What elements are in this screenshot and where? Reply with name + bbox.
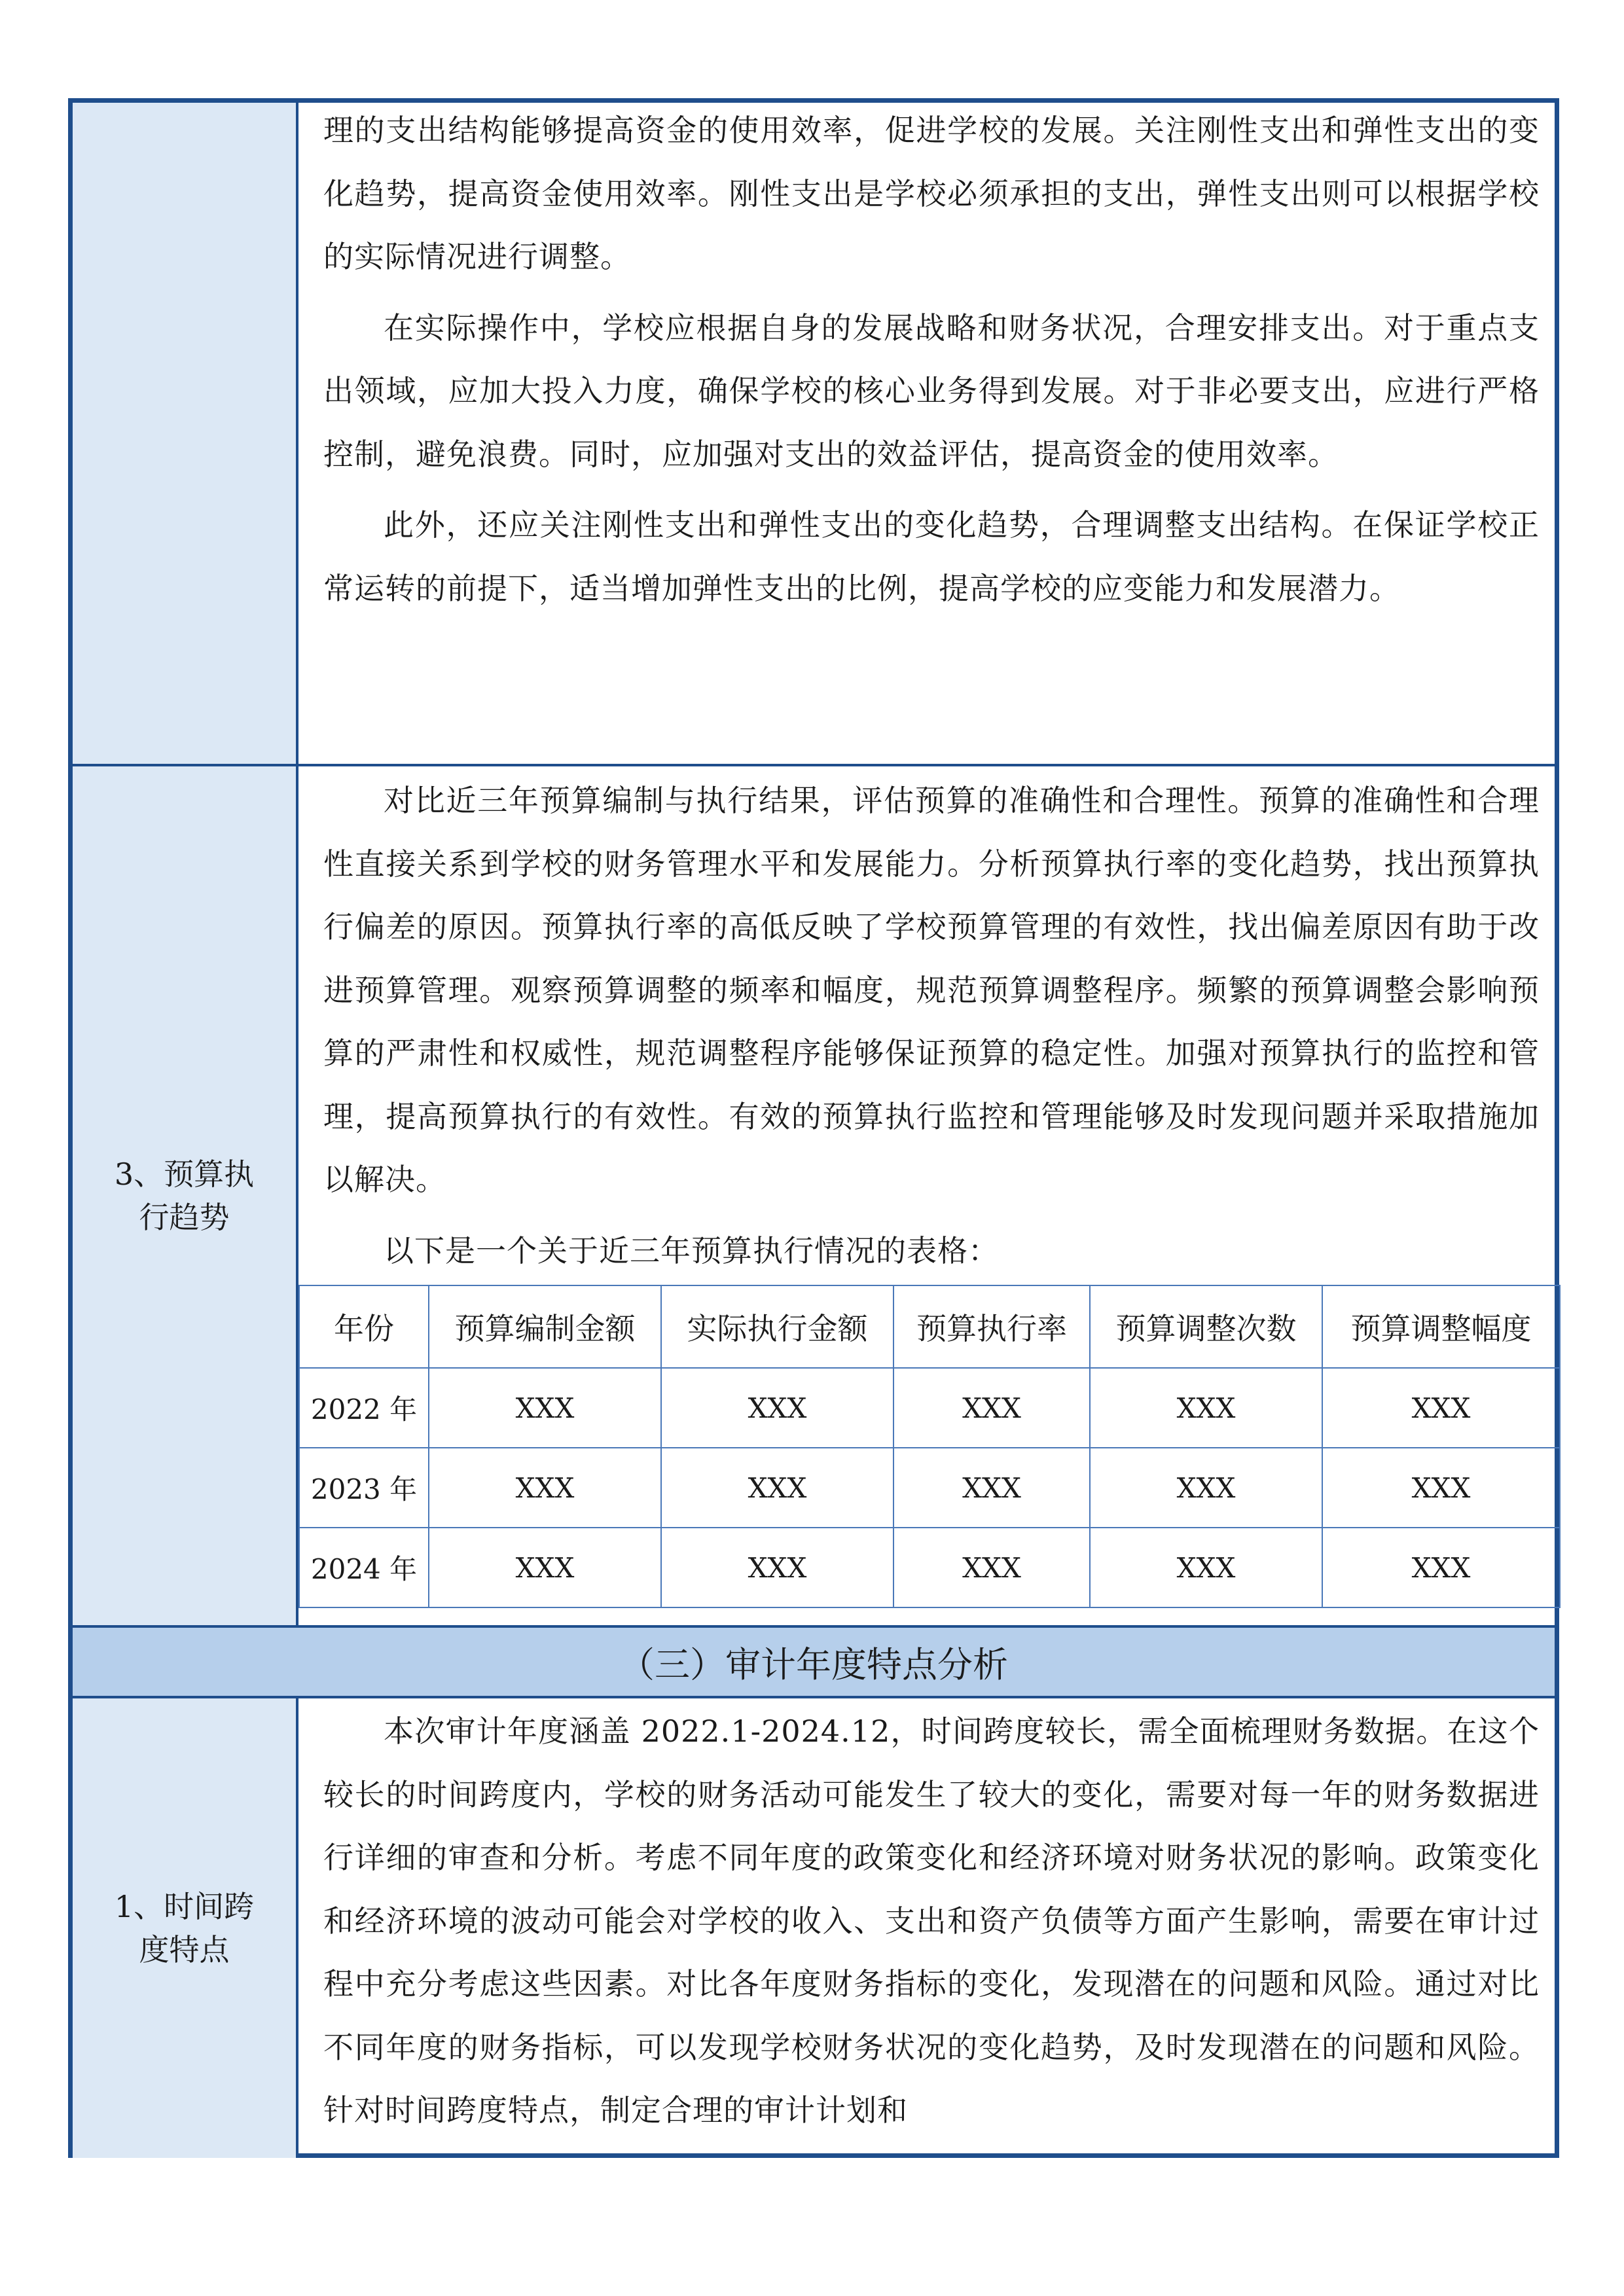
header-execution-rate: 预算执行率: [893, 1285, 1090, 1368]
table-header-row: [299, 1285, 1560, 1368]
header-budget-amount: 预算编制金额: [429, 1285, 661, 1368]
header-adjust-count: 预算调整次数: [1090, 1285, 1322, 1368]
budget-table-intro: 以下是一个关于近三年预算执行情况的表格：: [384, 1232, 999, 1268]
table-cell: XXX: [1090, 1448, 1322, 1528]
expense-paragraph-2: 在实际操作中，学校应根据自身的发展战略和财务状况，合理安排支出。对于重点支出领域，应加大投入力度，确保学校的核心业务得到发展。对于非必要支出，应进行严格控制，避免浪费。同时，应加强对支出的效益评估，提高资金的使用效率。: [323, 310, 1540, 472]
section-heading-band: [73, 1628, 1555, 1696]
table-cell: XXX: [429, 1528, 661, 1607]
table-cell: 2023 年: [299, 1448, 429, 1528]
table-cell: 2022 年: [299, 1368, 429, 1448]
table-cell: 2024 年: [299, 1528, 429, 1607]
column-divider-bottom: [296, 1696, 298, 2158]
table-cell: XXX: [893, 1528, 1090, 1607]
section-heading: （三）审计年度特点分析: [619, 1643, 1008, 1685]
budget-trend-label: 3、预算执行趋势: [114, 1157, 255, 1235]
table-cell: XXX: [1090, 1528, 1322, 1607]
table-cell: XXX: [429, 1448, 661, 1528]
document-table-frame: [68, 98, 1559, 2158]
table-cell: XXX: [661, 1448, 893, 1528]
header-year: 年份: [299, 1285, 429, 1368]
table-row: [299, 1528, 1560, 1607]
budget-trend-paragraph: 对比近三年预算编制与执行结果，评估预算的准确性和合理性。预算的准确性和合理性直接关系到学校的财务管理水平和发展能力。分析预算执行率的变化趋势，找出预算执行偏差的原因。预算执行率的高低反映了学校预算管理的有效性，找出偏差原因有助于改进预算管理。观察预算调整的频率和幅度，规范预算调整程序。频繁的预算调整会影响预算的严肃性和权威性，规范调整程序能够保证预算的稳定性。加强对预算执行的监控和管理，提高预算执行的有效性。有效的预算执行监控和管理能够及时发现问题并采取措施加以解决。: [323, 783, 1540, 1197]
table-cell: XXX: [1322, 1448, 1560, 1528]
table-cell: XXX: [893, 1448, 1090, 1528]
budget-trend-content: [323, 769, 1540, 1282]
table-row: [299, 1368, 1560, 1448]
header-actual-amount: 实际执行金额: [661, 1285, 893, 1368]
table-cell: XXX: [661, 1528, 893, 1607]
time-span-paragraph: 本次审计年度涵盖 2022.1-2024.12，时间跨度较长，需全面梳理财务数据。在这个较长的时间跨度内，学校的财务活动可能发生了较大的变化，需要对每一年的财务数据进行详细的审查和分析。考虑不同年度的政策变化和经济环境对财务状况的影响。政策变化和经济环境的波动可能会对学校的收入、支出和资产负债等方面产生影响，需要在审计过程中充分考虑这些因素。对比各年度财务指标的变化，发现潜在的问题和风险。通过对比不同年度的财务指标，可以发现学校财务状况的变化趋势，及时发现潜在的问题和风险。针对时间跨度特点，制定合理的审计计划和: [323, 1713, 1540, 2128]
expense-structure-content: [323, 99, 1540, 620]
table-row: [299, 1448, 1560, 1528]
table-cell: XXX: [1090, 1368, 1322, 1448]
table-cell: XXX: [661, 1368, 893, 1448]
table-cell: XXX: [1322, 1368, 1560, 1448]
table-cell: XXX: [1322, 1528, 1560, 1607]
table-cell: XXX: [429, 1368, 661, 1448]
budget-execution-table: [298, 1285, 1561, 1608]
expense-paragraph-1: 理的支出结构能够提高资金的使用效率，促进学校的发展。关注刚性支出和弹性支出的变化趋势，提高资金使用效率。刚性支出是学校必须承担的支出，弹性支出则可以根据学校的实际情况进行调整。: [323, 113, 1540, 274]
time-span-label: 1、时间跨度特点: [114, 1889, 255, 1967]
table-cell: XXX: [893, 1368, 1090, 1448]
time-span-label-cell: [73, 1698, 296, 2158]
time-span-content: [323, 1700, 1540, 2142]
budget-trend-label-cell: [73, 766, 296, 1625]
expense-paragraph-3: 此外，还应关注刚性支出和弹性支出的变化趋势，合理调整支出结构。在保证学校正常运转的前提下，适当增加弹性支出的比例，提高学校的应变能力和发展潜力。: [323, 507, 1540, 606]
continuation-label-cell: [73, 103, 296, 764]
header-adjust-range: 预算调整幅度: [1322, 1285, 1560, 1368]
